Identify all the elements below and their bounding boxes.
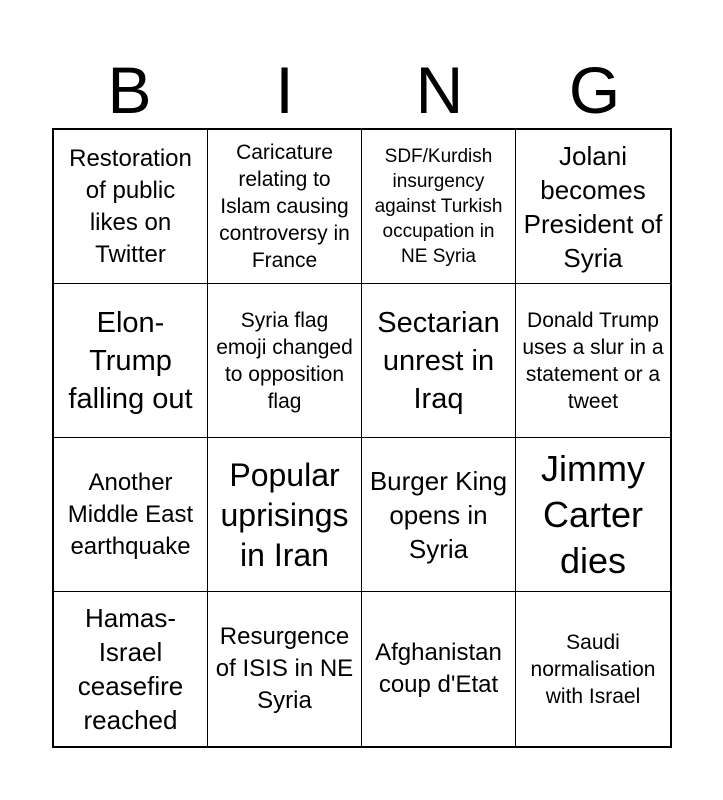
bingo-cell[interactable] bbox=[54, 592, 208, 746]
bingo-cell-text: Jolani becomes President of Syria bbox=[523, 140, 663, 273]
bingo-cell[interactable] bbox=[516, 438, 670, 592]
bingo-cell-text: Resurgence of ISIS in NE Syria bbox=[215, 623, 354, 714]
bingo-cell-text: SDF/Kurdish insurgency against Turkish occupation in NE Syria bbox=[374, 146, 503, 267]
bingo-cell[interactable] bbox=[362, 130, 516, 284]
header-letter-i: I bbox=[275, 53, 294, 127]
header-letter-g: G bbox=[568, 53, 621, 127]
bingo-cell[interactable] bbox=[516, 284, 670, 438]
bingo-header bbox=[52, 52, 672, 128]
bingo-cell[interactable] bbox=[362, 592, 516, 746]
bingo-cell[interactable] bbox=[362, 438, 516, 592]
bingo-cell-text: Afghanistan coup d'Etat bbox=[375, 639, 502, 698]
bingo-cell[interactable] bbox=[516, 130, 670, 284]
bingo-cell[interactable] bbox=[208, 284, 362, 438]
bingo-cell-text: Jimmy Carter dies bbox=[541, 447, 645, 581]
bingo-card-grid bbox=[52, 128, 672, 748]
bingo-cell[interactable] bbox=[208, 130, 362, 284]
bingo-cell-text: Sectarian unrest in Iraq bbox=[377, 306, 500, 415]
bingo-cell-text: Another Middle East earthquake bbox=[67, 468, 194, 560]
header-letter-n: N bbox=[415, 53, 464, 127]
bingo-cell-text: Elon-Trump falling out bbox=[68, 306, 193, 415]
bingo-cell[interactable] bbox=[362, 284, 516, 438]
bingo-cell[interactable] bbox=[208, 592, 362, 746]
bingo-cell-text: Hamas-Israel ceasefire reached bbox=[77, 603, 184, 735]
bingo-cell-text: Donald Trump uses a slur in a statement or a tweet bbox=[522, 308, 664, 413]
bingo-cell[interactable] bbox=[54, 130, 208, 284]
bingo-cell[interactable] bbox=[54, 284, 208, 438]
bingo-cell[interactable] bbox=[516, 592, 670, 746]
bingo-cell[interactable] bbox=[54, 438, 208, 592]
bingo-cell-text: Popular uprisings in Iran bbox=[220, 456, 349, 573]
bingo-cell-text: Burger King opens in Syria bbox=[369, 465, 508, 564]
bingo-cell-text: Syria flag emoji changed to opposition flag bbox=[216, 308, 353, 413]
bingo-cell-text: Restoration of public likes on Twitter bbox=[69, 144, 192, 268]
header-letter-b: B bbox=[107, 53, 152, 127]
bingo-cell-text: Caricature relating to Islam causing controversy in France bbox=[219, 141, 350, 272]
bingo-cell[interactable] bbox=[208, 438, 362, 592]
bingo-cell-text: Saudi normalisation with Israel bbox=[530, 630, 656, 708]
